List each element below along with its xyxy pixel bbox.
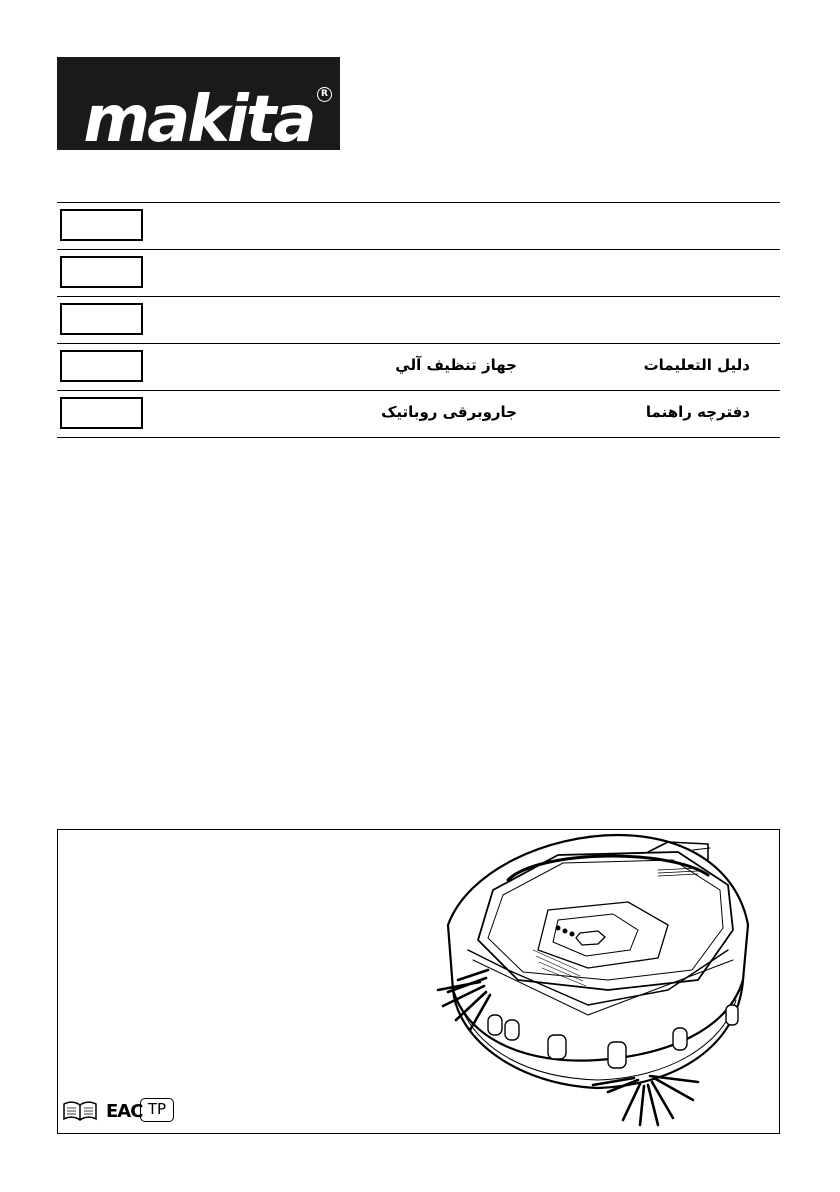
language-row <box>57 296 780 343</box>
language-row <box>57 343 780 390</box>
language-code-box <box>60 256 143 288</box>
language-table <box>57 202 780 438</box>
document-type: دليل التعليمات <box>643 356 750 374</box>
language-row <box>57 249 780 296</box>
language-code-box <box>60 397 143 429</box>
product-name: جهاز تنظيف آلي <box>395 356 517 374</box>
registered-mark: R <box>317 87 332 102</box>
language-code-box <box>60 350 143 382</box>
robotic-vacuum-illustration <box>408 830 778 1130</box>
language-code-box <box>60 209 143 241</box>
eac-mark-icon: EAC <box>106 1101 143 1122</box>
product-name: جاروبرقی روباتیک <box>381 403 517 421</box>
manual-book-icon <box>62 1100 98 1122</box>
makita-logo <box>57 57 340 150</box>
brand-name: makita <box>83 91 314 149</box>
language-row <box>57 390 780 438</box>
language-code-box <box>60 303 143 335</box>
language-row <box>57 202 780 249</box>
tp-mark-icon: TP <box>140 1098 174 1122</box>
document-type: دفترچه راهنما <box>645 403 750 421</box>
product-frame <box>57 829 780 1134</box>
